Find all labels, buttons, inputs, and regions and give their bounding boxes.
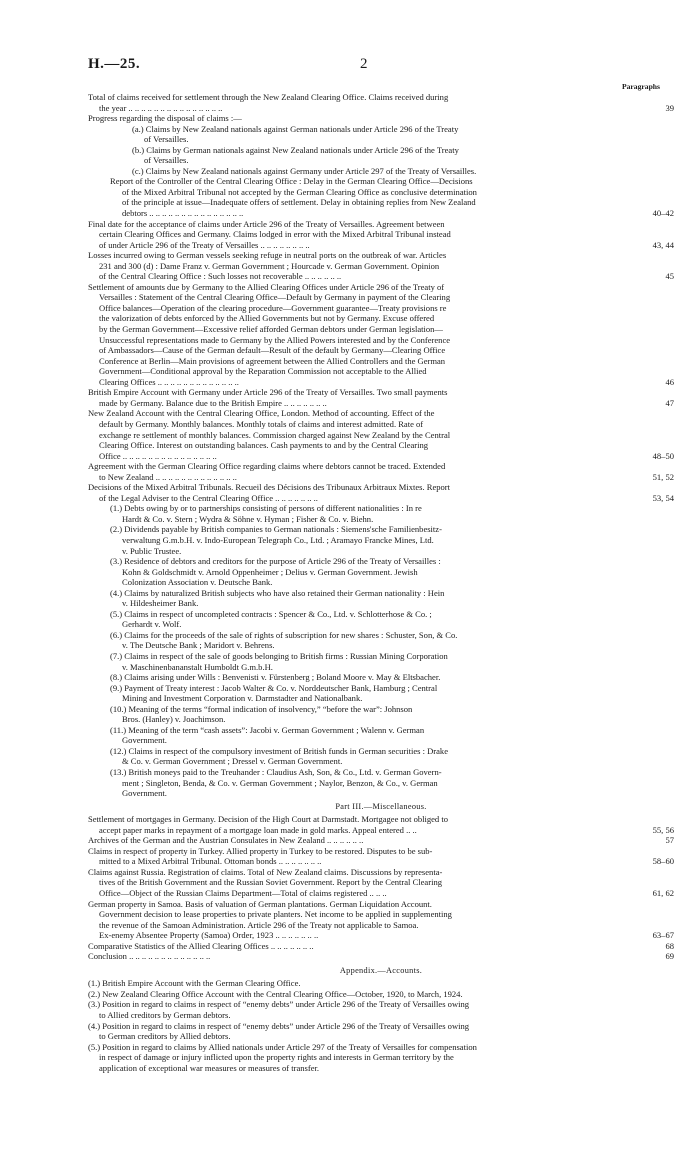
contents-entry (88, 672, 674, 683)
paragraph-reference: 61, 62 (652, 888, 674, 899)
contents-entry (88, 524, 674, 556)
contents-entry (88, 503, 674, 524)
entry-line: of Versailles. (144, 134, 189, 145)
entry-line: (b.) Claims by German nationals against New Zealand nationals under Article 296 of the Treaty (132, 144, 459, 155)
entry-line: Office—Object of the Russian Claims Department—Total of claims registered .. .. .. (99, 888, 387, 899)
entry-line: v. Maschinenbananstalt Humboldt G.m.b.H. (122, 661, 273, 672)
entry-line: 231 and 300 (d) : Dame Franz v. German Government ; Hourcade v. German Government. Opinion (99, 260, 440, 271)
entry-line: (11.) Meaning of the term “cash assets”: Jacobi v. German Government ; Walenn v. German (110, 724, 425, 735)
entry-line: (9.) Payment of Treaty interest : Jacob Walter & Co. v. Norddeutscher Bank, Hamburg ; Central (110, 682, 438, 693)
entry-line: German property in Samoa. Basis of valuation of German plantations. German Liquidation Account. (88, 898, 432, 909)
entry-line: default by Germany. Monthly balances. Monthly totals of claims and interest admitted. Rate of (99, 418, 424, 429)
entry-line: (2.) Dividends payable by British companies to German nationals : Siemens'sche Familienbesitz- (110, 524, 442, 535)
paragraph-reference: 69 (665, 951, 674, 962)
part-three-heading: Part III.—Miscellaneous. (335, 801, 427, 811)
appendix-heading: Appendix.—Accounts. (339, 965, 423, 975)
entry-line: to Allied creditors by German debtors. (99, 1010, 231, 1021)
entry-line: Government. (122, 735, 167, 746)
entry-line: Colonization Association v. Deutsche Bank. (122, 577, 273, 588)
paragraph-reference: 46 (665, 376, 674, 387)
contents-entry (88, 408, 674, 461)
contents-entry (88, 92, 674, 113)
contents-entry (88, 651, 674, 672)
paragraph-reference: 48–50 (652, 450, 674, 461)
page-header (88, 56, 608, 76)
contents-entry (88, 166, 674, 177)
paragraph-reference: 63–67 (652, 930, 674, 941)
entry-line: of under Article 296 of the Treaty of Versailles .. .. .. .. .. .. .. .. (99, 239, 310, 250)
entry-line: of Versailles. (144, 155, 189, 166)
entry-line: the year .. .. .. .. .. .. .. .. .. .. .. .. .. .. .. (99, 102, 223, 113)
paragraph-reference: 43, 44 (652, 239, 674, 250)
paragraph-reference: 45 (665, 271, 674, 282)
contents-entry (88, 899, 674, 941)
entry-line: debtors .. .. .. .. .. .. .. .. .. .. .. .. .. .. .. (122, 208, 244, 219)
page-number: 2 (360, 56, 368, 72)
entry-line: Mining and Investment Corporation v. Darmstadter and Nationalbank. (122, 693, 363, 704)
entry-line: Conference at Berlin—Main provisions of agreement between the Allied Controllers and the German (99, 355, 446, 366)
entry-line: Clearing Office. Interest on outstanding balances. Cash payments to and by the Central Clearing (99, 440, 429, 451)
paragraph-reference: 39 (665, 102, 674, 113)
entry-line: certain Clearing Offices and Germany. Claims lodged in error with the Mixed Arbitral Tribunal instead (99, 229, 451, 240)
contents-entry (88, 978, 674, 989)
entry-line: Decisions of the Mixed Arbitral Tribunals. Recueil des Décisions des Tribunaux Arbitraux Mixtes. Report (88, 482, 451, 493)
entry-line: of the Legal Adviser to the Central Clearing Office .. .. .. .. .. .. .. (99, 492, 318, 503)
entry-line: Agreement with the German Clearing Office regarding claims where debtors cannot be traced. Extended (88, 461, 446, 472)
entry-line: Settlement of mortgages in Germany. Decision of the High Court at Darmstadt. Mortgagee not obliged to (88, 814, 448, 825)
entry-line: tives of the British Government and the Russian Soviet Government. Report by the Central Clearing (99, 877, 442, 888)
contents-entry (88, 846, 674, 867)
entry-line: of the Mixed Arbitral Tribunal not accepted by the German Clearing Office as conclusive determination (122, 186, 477, 197)
contents-entry (88, 941, 674, 952)
contents-entry (88, 951, 674, 962)
entry-line: of the principle at issue—Inadequate offers of settlement. Delay in obtaining replies from New Zealand (122, 197, 476, 208)
paragraph-reference: 47 (665, 397, 674, 408)
contents-entry (88, 630, 674, 651)
contents-entry (88, 113, 674, 124)
entry-line: v. Public Trustee. (122, 545, 182, 556)
entry-line: (1.) Debts owing by or to partnerships consisting of persons of different nationalities : In re (110, 503, 422, 514)
contents-entry (88, 999, 674, 1020)
entry-line: in respect of damage or injury inflicted upon the property rights and interests in German territory by the (99, 1052, 454, 1063)
entry-line: Claims against Russia. Registration of claims. Total of New Zealand claims. Discussions by representa- (88, 866, 443, 877)
entry-line: Government. (122, 788, 167, 799)
entry-line: the valorization of debts enforced by the Allied Governments but not by Germany. Excuse offered (99, 313, 435, 324)
contents-entry (88, 1021, 674, 1042)
entry-line: made by Germany. Balance due to the British Empire .. .. .. .. .. .. .. (99, 397, 327, 408)
contents-entry (88, 124, 674, 145)
entry-line: Unsuccessful representations made to Germany by the Allied Powers interested and by the Conference (99, 334, 451, 345)
contents-entry (88, 867, 674, 899)
entry-line: (4.) Position in regard to claims in respect of “enemy debts” under Article 296 of the Treaty of Versailles owing (88, 1020, 470, 1031)
entry-line: (3.) Position in regard to claims in respect of “enemy debts” under Article 296 of the Treaty of Versailles owing (88, 999, 470, 1010)
entry-line: Gerhardt v. Wolf. (122, 619, 182, 630)
entry-line: of Ambassadors—Cause of the German default—Result of the default by Germany—Clearing Office (99, 345, 446, 356)
entry-line: of the Central Clearing Office : Such losses not recoverable .. .. .. .. .. .. (99, 271, 342, 282)
entry-line: (4.) Claims by naturalized British subjects who have also retained their German nationality : Hein (110, 587, 445, 598)
contents-entry (88, 683, 674, 704)
entry-line: (12.) Claims in respect of the compulsory investment of British funds in German securities : Drake (110, 745, 449, 756)
entry-line: ment ; Singleton, Benda, & Co. v. German Government ; Naylor, Benzon, & Co., v. German (122, 777, 438, 788)
entry-line: (c.) Claims by New Zealand nationals against Germany under Article 297 of the Treaty of Versailles. (132, 165, 477, 176)
entry-line: British Empire Account with Germany under Article 296 of the Treaty of Versailles. Two small payments (88, 387, 448, 398)
entry-line: to New Zealand .. .. .. .. .. .. .. .. .. .. .. .. .. (99, 471, 237, 482)
contents-entry (88, 725, 674, 746)
entry-line: (10.) Meaning of the terms “formal indication of insolvency,” “before the war”: Johnson (110, 703, 413, 714)
entry-line: (2.) New Zealand Clearing Office Account with the Central Clearing Office—October, 1920, to March, 1924. (88, 988, 463, 999)
entry-line: Comparative Statistics of the Allied Clearing Offices .. .. .. .. .. .. .. (88, 940, 314, 951)
contents-entry (88, 746, 674, 767)
contents-entry (88, 461, 674, 482)
contents-entry (88, 219, 674, 251)
entry-line: v. Hildesheimer Bank. (122, 598, 199, 609)
entry-line: application of exceptional war measures or measures of transfer. (99, 1062, 319, 1073)
paragraph-reference: 40–42 (652, 208, 674, 219)
contents-entry (88, 556, 674, 588)
entry-line: Versailles : Statement of the Central Clearing Office—Default by Germany in payment of the Clearing (99, 292, 451, 303)
contents-entry (88, 250, 674, 282)
entry-line: Kohn & Goldschmidt v. Arnold Oppenheimer ; Delius v. German Government. Jewish (122, 566, 418, 577)
entry-line: (6.) Claims for the proceeds of the sale of rights of subscription for new shares : Schuster, Son, & Co. (110, 629, 458, 640)
entry-line: the revenue of the Samoan Administration. Article 296 of the Treaty not applicable to Samoa. (99, 919, 419, 930)
entry-line: (1.) British Empire Account with the German Clearing Office. (88, 978, 301, 989)
entry-line: Clearing Offices .. .. .. .. .. .. .. .. .. .. .. .. .. (99, 376, 239, 387)
entry-line: (a.) Claims by New Zealand nationals against German nationals under Article 296 of the Treaty (132, 123, 459, 134)
contents-entries (88, 92, 674, 799)
paragraphs-column-heading: Paragraphs (622, 82, 660, 91)
entry-line: exchange re settlement of monthly balances. Commission charged against New Zealand by the Central (99, 429, 451, 440)
entry-line: Office .. .. .. .. .. .. .. .. .. .. .. .. .. .. .. (99, 450, 217, 461)
entry-line: New Zealand Account with the Central Clearing Office, London. Method of accounting. Effect of the (88, 408, 435, 419)
entry-line: Losses incurred owing to German vessels seeking refuge in neutral ports on the outbreak of war. Articles (88, 250, 447, 261)
entry-line: Progress regarding the disposal of claims :— (88, 113, 242, 124)
entry-line: Total of claims received for settlement through the New Zealand Clearing Office. Claims received during (88, 92, 449, 102)
entry-line: Archives of the German and the Austrian Consulates in New Zealand .. .. .. .. .. .. (88, 835, 364, 846)
paragraph-reference: 58–60 (652, 856, 674, 867)
paragraph-reference: 57 (665, 835, 674, 846)
part-three-entries (88, 814, 674, 962)
paragraph-reference: 68 (665, 940, 674, 951)
entry-line: Government decision to lease properties to private planters. Net income to be applied in supplementing (99, 909, 452, 920)
entry-line: Report of the Controller of the Central Clearing Office : Delay in the German Clearing Office—Decisions (110, 176, 473, 187)
entry-line: Hardt & Co. v. Stern ; Wydra & Söhne v. Hyman ; Fisher & Co. v. Biehn. (122, 513, 374, 524)
entry-line: & Co. v. German Government ; Dressel v. German Government. (122, 756, 343, 767)
entry-line: Government—Conditional approval by the Reparation Commission not acceptable to the Allied (99, 366, 427, 377)
entry-line: Bros. (Hanley) v. Joachimson. (122, 714, 226, 725)
contents-entry (88, 989, 674, 1000)
entry-line: Conclusion .. .. .. .. .. .. .. .. .. .. .. .. .. (88, 951, 211, 962)
contents-entry (88, 767, 674, 799)
entry-line: Claims in respect of property in Turkey. Allied property in Turkey to be restored. Disputes to be sub- (88, 845, 433, 856)
table-of-contents (88, 92, 674, 1073)
document-code: H.—25. (88, 56, 141, 72)
contents-entry (88, 1042, 674, 1074)
contents-entry (88, 145, 674, 166)
paragraph-reference: 53, 54 (652, 492, 674, 503)
contents-entry (88, 609, 674, 630)
entry-line: Settlement of amounts due by Germany to the Allied Clearing Offices under Article 296 of the Treaty of (88, 281, 445, 292)
contents-entry (88, 176, 674, 218)
paragraph-reference: 51, 52 (652, 471, 674, 482)
entry-line: (7.) Claims in respect of the sale of goods belonging to British firms : Russian Mining Corporation (110, 650, 448, 661)
entry-line: (13.) British moneys paid to the Treuhander : Claudius Ash, Son, & Co., Ltd. v. German Govern- (110, 767, 442, 777)
contents-entry (88, 835, 674, 846)
entry-line: (8.) Claims arising under Wills : Benvenisti v. Fürstenberg ; Boland Moore v. May & Eltsbacher. (110, 672, 441, 683)
paragraph-reference: 55, 56 (652, 824, 674, 835)
entry-line: accept paper marks in repayment of a mortgage loan made in gold marks. Appeal entered .. .. (99, 824, 417, 835)
entry-line: verwaltung G.m.b.H. v. Indo-European Telegraph Co., Ltd. ; Aramayo Francke Mines, Ltd. (122, 534, 434, 545)
entry-line: mitted to a Mixed Arbitral Tribunal. Ottoman bonds .. .. .. .. .. .. .. (99, 856, 322, 867)
entry-line: (5.) Claims in respect of uncompleted contracts : Spencer & Co., Ltd. v. Schlotterhose & Co. ; (110, 608, 432, 619)
contents-entry (88, 704, 674, 725)
entry-line: Final date for the acceptance of claims under Article 296 of the Treaty of Versailles. Agreement between (88, 218, 445, 229)
entry-line: (5.) Position in regard to claims by Allied nationals under Article 297 of the Treaty of Versailles for compensation (88, 1041, 477, 1052)
appendix-entries (88, 978, 674, 1073)
contents-entry (88, 588, 674, 609)
entry-line: (3.) Residence of debtors and creditors for the purpose of Article 296 of the Treaty of Versailles : (110, 556, 441, 567)
contents-entry (88, 282, 674, 387)
contents-entry (88, 482, 674, 503)
entry-line: to German creditors by Allied debtors. (99, 1031, 231, 1042)
contents-entry (88, 387, 674, 408)
entry-line: by the German Government—Excessive relief afforded German debtors under German legislation— (99, 324, 443, 335)
entry-line: Ex-enemy Absentee Property (Samoa) Order, 1923 .. .. .. .. .. .. .. (99, 930, 319, 941)
entry-line: Office balances—Operation of the clearing procedure—Government guarantee—Treaty provisions re (99, 302, 447, 313)
entry-line: v. The Deutsche Bank ; Maridort v. Behrens. (122, 640, 275, 651)
contents-entry (88, 814, 674, 835)
